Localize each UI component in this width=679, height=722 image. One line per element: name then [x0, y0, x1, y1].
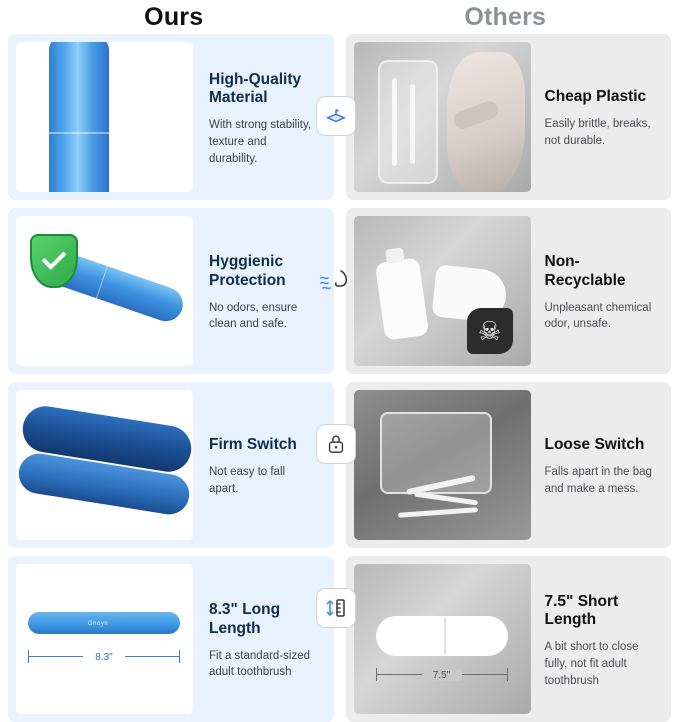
- brand-mark: Gnoyn: [88, 621, 109, 627]
- ours-text-2: [193, 216, 326, 366]
- ours-panel-2: [8, 208, 334, 374]
- ours-title-4: 8.3" Long Length: [209, 600, 281, 637]
- ours-desc-3: Not easy to fall apart.: [209, 466, 286, 495]
- ours-title-1: High-Quality Material: [209, 70, 302, 107]
- nose-smell-icon: [316, 260, 356, 300]
- others-title-3: Loose Switch: [544, 436, 645, 454]
- others-desc-2: Unpleasant chemical odor, unsafe.: [544, 301, 652, 331]
- ours-title-2: Hyggienic Protection: [209, 252, 286, 289]
- ours-desc-1: With strong stability, texture and durability.: [209, 119, 312, 165]
- others-panel-4: [346, 556, 672, 722]
- comparison-row-4: [8, 556, 671, 722]
- heading-others: Others: [464, 2, 547, 31]
- heading-ours: Ours: [144, 2, 204, 31]
- ours-text-3: [193, 390, 326, 540]
- ruler-arrows-icon: [316, 588, 356, 628]
- ours-measure-line: [28, 650, 180, 664]
- measure-cap-left: [376, 668, 377, 681]
- comparison-row-3: [8, 382, 671, 548]
- others-measure-label: 7.5": [422, 670, 462, 681]
- others-desc-1: Easily brittle, breaks, not durable.: [544, 118, 651, 147]
- ours-panel-3: [8, 382, 334, 548]
- ours-desc-4: Fit a standard-sized adult toothbrush: [209, 649, 310, 679]
- hand-holding: [447, 52, 525, 192]
- others-measure-line: [376, 668, 508, 682]
- ours-text-4: [193, 564, 326, 714]
- ours-image-2: [16, 216, 193, 366]
- others-desc-3: Falls apart in the bag and make a mess.: [544, 466, 652, 495]
- clear-pouch: [380, 412, 492, 494]
- ours-desc-2: No odors, ensure clean and safe.: [209, 301, 298, 331]
- comparison-row-1: [8, 34, 671, 200]
- others-panel-1: [346, 34, 672, 200]
- brand-mark: Gnoyn: [78, 308, 99, 314]
- others-image-2: [354, 216, 531, 366]
- ours-image-4: [16, 564, 193, 714]
- blue-case-body: [49, 42, 109, 192]
- clear-plastic-case: [378, 60, 438, 184]
- others-image-3: [354, 390, 531, 540]
- others-text-4: [531, 564, 664, 714]
- comparison-row-2: [8, 208, 671, 374]
- measure-cap-right: [179, 650, 180, 663]
- ours-panel-1: [8, 34, 334, 200]
- others-text-3: [531, 390, 664, 540]
- others-text-2: [531, 216, 664, 366]
- others-title-4: 7.5" Short Length: [544, 592, 619, 629]
- ours-text-1: [193, 42, 326, 192]
- shield-check-icon: [30, 234, 78, 288]
- ours-panel-4: [8, 556, 334, 722]
- ours-measure-label: 8.3": [83, 652, 125, 663]
- ours-title-3: Firm Switch: [209, 436, 297, 454]
- lock-icon: [316, 424, 356, 464]
- others-title-2: Non-Recyclable: [544, 252, 626, 289]
- measure-cap-left: [28, 650, 29, 663]
- skull-toxic-icon: ☠: [467, 308, 513, 354]
- measure-cap-right: [507, 668, 508, 681]
- others-panel-2: [346, 208, 672, 374]
- white-short-case: [376, 616, 508, 656]
- others-image-4: [354, 564, 531, 714]
- ours-image-1: [16, 42, 193, 192]
- others-title-1: Cheap Plastic: [544, 88, 647, 106]
- others-desc-4: A bit short to close fully, not fit adult toothbrush: [544, 641, 639, 687]
- others-image-1: [354, 42, 531, 192]
- others-panel-3: [346, 382, 672, 548]
- column-headings: [8, 0, 671, 34]
- material-layers-icon: [316, 96, 356, 136]
- ours-image-3: [16, 390, 193, 540]
- others-text-1: [531, 42, 664, 192]
